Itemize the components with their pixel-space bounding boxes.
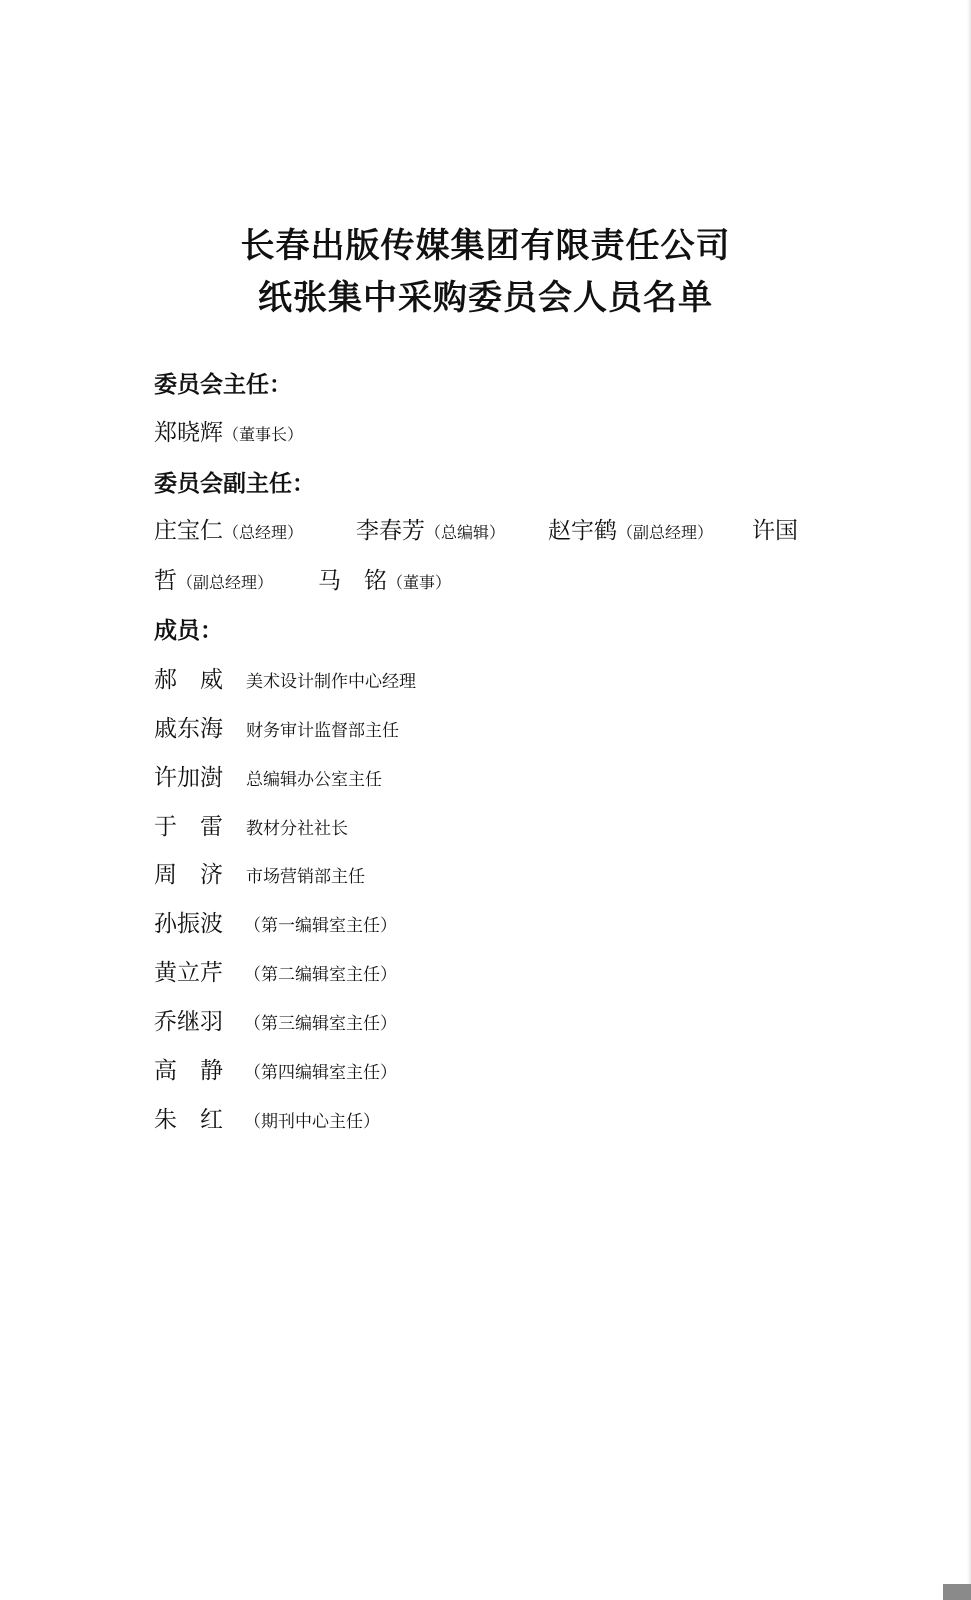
member-name: 高 静 <box>154 1058 223 1084</box>
deputy-entry <box>318 562 451 595</box>
deputy-entry <box>752 512 798 545</box>
member-name: 于 雷 <box>154 814 223 840</box>
scan-corner-mark <box>943 1584 971 1600</box>
deputy-entry <box>356 512 505 545</box>
document-title-line1: 长春出版传媒集团有限责任公司 <box>240 226 731 266</box>
deputy-role: （总编辑） <box>425 523 506 542</box>
member-role: 总编辑办公室主任 <box>246 770 382 790</box>
deputy-name: 庄宝仁 <box>154 518 223 544</box>
member-name: 戚东海 <box>154 716 223 742</box>
document-title-line2: 纸张集中采购委员会人员名单 <box>258 278 713 318</box>
member-name: 黄立芹 <box>154 960 223 986</box>
member-role: （第四编辑室主任） <box>244 1063 397 1083</box>
member-name: 郝 威 <box>154 667 223 693</box>
deputy-name: 李春芳 <box>356 518 425 544</box>
deputy-entry <box>154 512 303 545</box>
deputy-entry <box>548 512 713 545</box>
deputy-entry <box>154 562 273 595</box>
member-role: 财务审计监督部主任 <box>246 721 399 741</box>
member-name: 孙振波 <box>154 911 223 937</box>
member-role: （第二编辑室主任） <box>244 965 397 985</box>
member-name: 周 济 <box>154 862 223 888</box>
director-entry <box>154 414 303 447</box>
member-role: 教材分社社长 <box>246 819 348 839</box>
deputy-name: 马 铭 <box>318 568 387 594</box>
director-name: 郑晓辉 <box>154 420 223 446</box>
deputy-heading: 委员会副主任： <box>154 471 315 497</box>
member-role: 市场营销部主任 <box>246 867 365 887</box>
deputy-name-part1: 许国 <box>752 518 798 544</box>
deputy-role: （总经理） <box>223 523 304 542</box>
member-role: 美术设计制作中心经理 <box>246 672 416 692</box>
member-name: 朱 红 <box>154 1107 223 1133</box>
deputy-name: 赵宇鹤 <box>548 518 617 544</box>
member-name: 乔继羽 <box>154 1009 223 1035</box>
member-role: （第一编辑室主任） <box>244 916 397 936</box>
member-name: 许加澍 <box>154 765 223 791</box>
members-heading: 成员： <box>154 618 223 644</box>
director-role: （董事长） <box>223 425 304 444</box>
member-role: （期刊中心主任） <box>244 1112 380 1132</box>
deputy-role: （副总经理） <box>617 523 714 542</box>
deputy-role: （副总经理） <box>177 573 274 592</box>
deputy-role: （董事） <box>387 573 452 592</box>
member-role: （第三编辑室主任） <box>244 1014 397 1034</box>
deputy-name-part2: 哲 <box>154 568 177 594</box>
director-heading: 委员会主任： <box>154 372 292 398</box>
scan-edge-shadow <box>967 0 971 1600</box>
